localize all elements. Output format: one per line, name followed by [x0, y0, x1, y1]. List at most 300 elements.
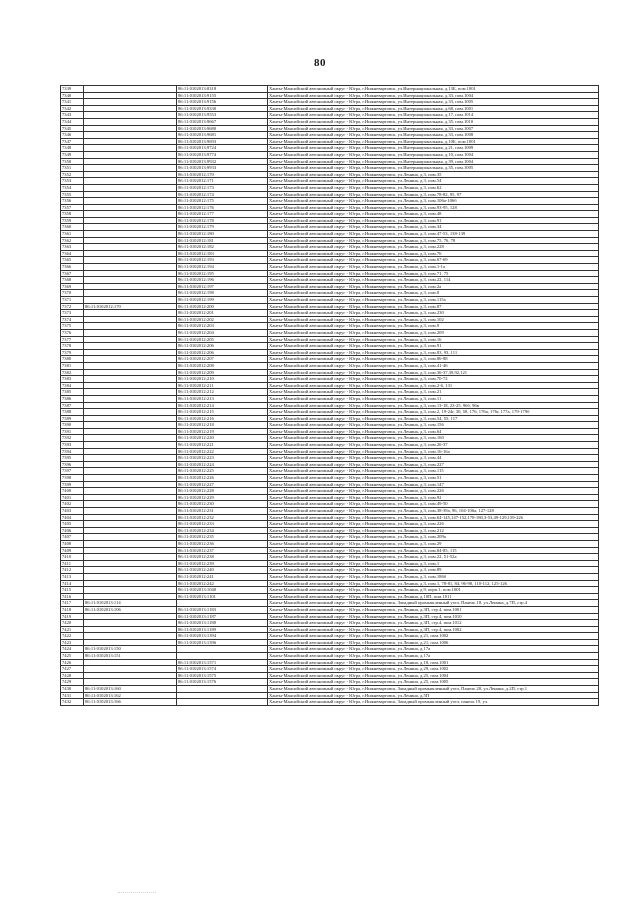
row-number-cell: 7431: [61, 692, 84, 699]
row-number-cell: 7428: [61, 672, 84, 679]
address-cell: Ханты-Мансийский автономный округ - Югра, г.Нижневартовск, ул.Ленина, д.3, пом.115: [268, 468, 599, 475]
row-number-cell: 7350: [61, 158, 84, 165]
address-cell: Ханты-Мансийский автономный округ - Югра, г.Нижневартовск, ул.Ленина, д.3, пом.16: [268, 336, 599, 343]
row-number-cell: 7415: [61, 587, 84, 594]
cadastral-number-cell: 86:11:0102012:227: [177, 481, 268, 488]
table-row: [61, 329, 599, 336]
table-row: [61, 277, 599, 284]
address-cell: Ханты-Мансийский автономный округ - Югра, г.Нижневартовск, ул.Интернациональная, д.33, пом.1004: [268, 92, 599, 99]
table-row: [61, 99, 599, 106]
old-number-cell: [84, 231, 177, 238]
cadastral-number-cell: 86:11:0102012:171: [177, 178, 268, 185]
cadastral-number-cell: 86:11:0102012:170: [177, 171, 268, 178]
row-number-cell: 7403: [61, 508, 84, 515]
row-number-cell: 7347: [61, 138, 84, 145]
address-cell: Ханты-Мансийский автономный округ - Югра, г.Нижневартовск, ул.Ленина, д.3, пом.156: [268, 422, 599, 429]
table-row: [61, 442, 599, 449]
address-cell: Ханты-Мансийский автономный округ - Югра, г.Нижневартовск, ул.Ленина, д.3, пом.54: [268, 178, 599, 185]
address-cell: Ханты-Мансийский автономный округ - Югра, г.Нижневартовск, ул.Ленина, д.3, пом.62: [268, 184, 599, 191]
cadastral-number-cell: 86:11:0102012:208: [177, 362, 268, 369]
cadastral-number-cell: 86:11:0102013:1575: [177, 672, 268, 679]
table-row: [61, 646, 599, 653]
table-row: [61, 270, 599, 277]
cadastral-number-cell: 86:11:0102012:177: [177, 211, 268, 218]
table-row: [61, 178, 599, 185]
row-number-cell: 7346: [61, 132, 84, 139]
row-number-cell: 7344: [61, 118, 84, 125]
cadastral-number-cell: 86:11:0102013:9553: [177, 112, 268, 119]
address-cell: Ханты-Мансийский автономный округ - Югра, г.Нижневартовск, ул.Интернациональная, д.33, пом.1005: [268, 99, 599, 106]
cadastral-number-cell: 86:11:0102012:236: [177, 540, 268, 547]
address-cell: Ханты-Мансийский автономный округ - Югра, г.Нижневартовск, ул.Интернациональная, д.21, пом.1009: [268, 145, 599, 152]
old-number-cell: [84, 547, 177, 554]
address-cell: Ханты-Мансийский автономный округ - Югра, г.Нижневартовск, ул.Ленина, д.29, пом.1002: [268, 666, 599, 673]
old-number-cell: [84, 362, 177, 369]
old-number-cell: [84, 224, 177, 231]
address-cell: Ханты-Мансийский автономный округ - Югра, г.Нижневартовск, ул.Ленина, д.3, пом.21: [268, 389, 599, 396]
table-row: [61, 521, 599, 528]
old-number-cell: [84, 244, 177, 251]
table-row: [61, 560, 599, 567]
row-number-cell: 7419: [61, 613, 84, 620]
cadastral-number-cell: 86:11:0102012:223: [177, 455, 268, 462]
old-number-cell: [84, 369, 177, 376]
row-number-cell: 7395: [61, 455, 84, 462]
cadastral-number-cell: 86:11:0102012:195: [177, 270, 268, 277]
table-row: [61, 257, 599, 264]
table-row: [61, 514, 599, 521]
page-number: 80: [314, 57, 326, 69]
cadastral-number-cell: 86:11:0102012:233: [177, 521, 268, 528]
cadastral-number-cell: 86:11:0102012:173: [177, 184, 268, 191]
old-number-cell: [84, 666, 177, 673]
cadastral-number-cell: 86:11:0102012:194: [177, 264, 268, 271]
address-cell: Ханты-Мансийский автономный округ - Югра, г.Нижневартовск, ул.Ленина, д.3, пом.36-37,39,92,121: [268, 369, 599, 376]
address-cell: Ханты-Мансийский автономный округ - Югра, г.Нижневартовск, ул.Ленина, д.3, пом.1: [268, 560, 599, 567]
address-cell: Ханты-Мансийский автономный округ - Югра, г.Нижневартовск, ул.Ленина, д.3, пом.102: [268, 316, 599, 323]
row-number-cell: 7383: [61, 376, 84, 383]
cadastral-number-cell: 86:11:0102012:239: [177, 560, 268, 567]
row-number-cell: 7397: [61, 468, 84, 475]
table-row: [61, 198, 599, 205]
old-number-cell: [84, 336, 177, 343]
old-number-cell: [84, 488, 177, 495]
address-cell: Ханты-Мансийский автономный округ - Югра, г.Нижневартовск, ул.Ленина, д.3, пом.93-95, 128: [268, 204, 599, 211]
cadastral-number-cell: 86:11:0102012:214: [177, 402, 268, 409]
address-cell: Ханты-Мансийский автономный округ - Югра, г.Нижневартовск, ул.Ленина, д.3, пом.75, 76, 78: [268, 237, 599, 244]
old-number-cell: [84, 501, 177, 508]
address-cell: Ханты-Мансийский автономный округ - Югра, г.Нижневартовск, ул.Ленина, д.17а: [268, 653, 599, 660]
cadastral-number-cell: 86:11:0102013:9156: [177, 99, 268, 106]
table-row: [61, 316, 599, 323]
old-number-cell: [84, 409, 177, 416]
table-row: [61, 672, 599, 679]
row-number-cell: 7385: [61, 389, 84, 396]
table-row: [61, 112, 599, 119]
old-number-cell: [84, 514, 177, 521]
old-number-cell: [84, 86, 177, 93]
cadastral-number-cell: 86:11:0102012:209: [177, 369, 268, 376]
table-row: [61, 686, 599, 693]
old-number-cell: [84, 191, 177, 198]
row-number-cell: 7432: [61, 699, 84, 706]
address-cell: Ханты-Мансийский автономный округ - Югра, г.Нижневартовск, ул.Ленина, д.3, пом.227: [268, 461, 599, 468]
table-row: [61, 92, 599, 99]
old-number-cell: [84, 415, 177, 422]
address-cell: Ханты-Мансийский автономный округ - Югра, г.Нижневартовск, ул.Ленина, д.3, пом.86-88: [268, 356, 599, 363]
cadastral-number-cell: 86:11:0102012:231: [177, 508, 268, 515]
old-number-cell: [84, 580, 177, 587]
cadastral-number-cell: 86:11:0102012:224: [177, 461, 268, 468]
table-row: [61, 580, 599, 587]
old-number-cell: [84, 264, 177, 271]
cadastral-number-cell: 86:11:0102013:9330: [177, 105, 268, 112]
old-number-cell: [84, 112, 177, 119]
row-number-cell: 7414: [61, 580, 84, 587]
old-number-cell: [84, 217, 177, 224]
cadastral-number-cell: 86:11:0102013:1396: [177, 639, 268, 646]
old-number-cell: [84, 343, 177, 350]
row-number-cell: 7374: [61, 316, 84, 323]
row-number-cell: 7412: [61, 567, 84, 574]
row-number-cell: 7360: [61, 224, 84, 231]
table-row: [61, 402, 599, 409]
row-number-cell: 7430: [61, 686, 84, 693]
table-row: [61, 389, 599, 396]
address-cell: Ханты-Мансийский автономный округ - Югра, г.Нижневартовск, ул.Ленина, д.3, пом.51: [268, 475, 599, 482]
cadastral-number-cell: 86:11:0102012:212: [177, 389, 268, 396]
address-cell: Ханты-Мансийский автономный округ - Югра, г.Нижневартовск, ул.Ленина, д.3, пом.47-53, 138-139: [268, 231, 599, 238]
cadastral-number-cell: 86:11:0102012:213: [177, 395, 268, 402]
table-row: [61, 151, 599, 158]
row-number-cell: 7356: [61, 198, 84, 205]
address-cell: Ханты-Мансийский автономный округ - Югра, г.Нижневартовск, ул.Ленина, д.3, пом.48: [268, 211, 599, 218]
table-row: [61, 369, 599, 376]
table-row: [61, 105, 599, 112]
cadastral-number-cell: 86:11:0102012:180: [177, 231, 268, 238]
cadastral-number-cell: 86:11:0102013:1101: [177, 593, 268, 600]
cadastral-number-cell: 86:11:0102013:9932: [177, 158, 268, 165]
table-row: [61, 639, 599, 646]
cadastral-number-cell: 86:11:0102012:238: [177, 554, 268, 561]
address-cell: Ханты-Мансийский автономный округ - Югра, г.Нижневартовск, ул.Ленина, д.3, пом.209: [268, 329, 599, 336]
table-row: [61, 659, 599, 666]
row-number-cell: 7372: [61, 303, 84, 310]
row-number-cell: 7367: [61, 270, 84, 277]
row-number-cell: 7390: [61, 422, 84, 429]
table-row: [61, 508, 599, 515]
address-cell: Ханты-Мансийский автономный округ - Югра, г.Нижневартовск, ул.Ленина, д.3, пом.22, 51-52а: [268, 554, 599, 561]
old-number-cell: [84, 257, 177, 264]
address-cell: Ханты-Мансийский автономный округ - Югра, г.Нижневартовск, ул.Ленина, д.3, пом.212: [268, 527, 599, 534]
cadastral-number-cell: 86:11:0102013:1574: [177, 666, 268, 673]
old-number-cell: [84, 521, 177, 528]
row-number-cell: 7402: [61, 501, 84, 508]
address-cell: Ханты-Мансийский автономный округ - Югра, г.Нижневартовск, ул.Интернациональная, д.35, пом.1010: [268, 118, 599, 125]
row-number-cell: 7427: [61, 666, 84, 673]
address-cell: Ханты-Мансийский автономный округ - Югра, г.Нижневартовск, ул.Ленина, д.3П, стр.4, пом.1010: [268, 613, 599, 620]
cadastral-number-cell: 86:11:0102012:197: [177, 283, 268, 290]
table-row: [61, 165, 599, 172]
row-number-cell: 7375: [61, 323, 84, 330]
address-cell: Ханты-Мансийский автономный округ - Югра, г.Нижневартовск, ул.Ленина, д.3, пом.22, 114: [268, 277, 599, 284]
table-row: [61, 461, 599, 468]
table-row: [61, 310, 599, 317]
address-cell: Ханты-Мансийский автономный округ - Югра, г.Нижневартовск, ул.Ленина, д.3, пом.8: [268, 290, 599, 297]
old-number-cell: [84, 422, 177, 429]
address-cell: Ханты-Мансийский автономный округ - Югра, г.Нижневартовск, ул.Ленина, д.3, пом.230: [268, 310, 599, 317]
cadastral-number-cell: 86:11:0102012:211: [177, 382, 268, 389]
old-number-cell: [84, 297, 177, 304]
row-number-cell: 7371: [61, 297, 84, 304]
cadastral-number-cell: 86:11:0102012:229: [177, 494, 268, 501]
row-number-cell: 7409: [61, 547, 84, 554]
row-number-cell: 7422: [61, 633, 84, 640]
old-number-cell: [84, 389, 177, 396]
cadastral-number-cell: 86:11:0102013:9933: [177, 165, 268, 172]
row-number-cell: 7343: [61, 112, 84, 119]
cadastral-number-cell: 86:11:0102012:228: [177, 488, 268, 495]
old-number-cell: [84, 448, 177, 455]
address-cell: Ханты-Мансийский автономный округ - Югра, г.Нижневартовск, ул.Ленина, д.3, пом.71, 75: [268, 270, 599, 277]
row-number-cell: 7429: [61, 679, 84, 686]
cadastral-number-cell: 86:11:0102013:1189: [177, 626, 268, 633]
row-number-cell: 7420: [61, 620, 84, 627]
cadastral-number-cell: 86:11:0102013:9693: [177, 138, 268, 145]
table-row: [61, 455, 599, 462]
address-cell: Ханты-Мансийский автономный округ - Югра, г.Нижневартовск, ул.Ленина, д.3, пом.209а: [268, 534, 599, 541]
table-row: [61, 534, 599, 541]
row-number-cell: 7392: [61, 435, 84, 442]
row-number-cell: 7389: [61, 415, 84, 422]
old-number-cell: [84, 554, 177, 561]
table-row: [61, 481, 599, 488]
old-number-cell: [84, 508, 177, 515]
records-body: [61, 86, 599, 706]
table-row: [61, 540, 599, 547]
row-number-cell: 7393: [61, 442, 84, 449]
row-number-cell: 7369: [61, 283, 84, 290]
address-cell: Ханты-Мансийский автономный округ - Югра, г.Нижневартовск, ул.Ленина, д.3, пом.35: [268, 171, 599, 178]
old-number-cell: [84, 527, 177, 534]
address-cell: Ханты-Мансийский автономный округ - Югра, г.Нижневартовск, ул.Ленина, д.3, пом.91: [268, 217, 599, 224]
cadastral-number-cell: 86:11:0102012:202: [177, 316, 268, 323]
old-number-cell: [84, 211, 177, 218]
old-number-cell: 86:11:0102013:162: [84, 692, 177, 699]
old-number-cell: [84, 349, 177, 356]
old-number-cell: [84, 184, 177, 191]
old-number-cell: 86:11:0102013:166: [84, 699, 177, 706]
row-number-cell: 7426: [61, 659, 84, 666]
cadastral-number-cell: 86:11:0102012:219: [177, 428, 268, 435]
cadastral-number-cell: 86:11:0102012:203: [177, 323, 268, 330]
old-number-cell: [84, 382, 177, 389]
address-cell: Ханты-Мансийский автономный округ - Югра, г.Нижневартовск, ул.Ленина, д.3, пом.41-46: [268, 362, 599, 369]
row-number-cell: 7404: [61, 514, 84, 521]
address-cell: Ханты-Мансийский автономный округ - Югра, г.Нижневартовск, ул.Ленина, д.3, пом.87: [268, 303, 599, 310]
old-number-cell: [84, 672, 177, 679]
address-cell: Ханты-Мансийский автономный округ - Югра, г.Нижневартовск, ул.Ленина, д.21, пом.1006: [268, 639, 599, 646]
address-cell: Ханты-Мансийский автономный округ - Югра, г.Нижневартовск, Западный промышленный узел, Панель 20, ул.Ленина, д.2П, стр.1: [268, 686, 599, 693]
address-cell: Ханты-Мансийский автономный округ - Югра, г.Нижневартовск, Западный промышленный узел, панель 19, ул.: [268, 699, 599, 706]
address-cell: Ханты-Мансийский автономный округ - Югра, г.Нижневартовск, ул.Ленина, д.3, пом.1-1а: [268, 264, 599, 271]
address-cell: Ханты-Мансийский автономный округ - Югра, г.Нижневартовск, ул.Ленина, д.17а: [268, 646, 599, 653]
row-number-cell: 7377: [61, 336, 84, 343]
row-number-cell: 7417: [61, 600, 84, 607]
old-number-cell: [84, 290, 177, 297]
address-cell: Ханты-Мансийский автономный округ - Югра, г.Нижневартовск, ул.Ленина, д.3, пом.147: [268, 481, 599, 488]
old-number-cell: [84, 626, 177, 633]
address-cell: Ханты-Мансийский автономный округ - Югра, г.Нижневартовск, ул.Ленина, д.3П, стр.4, пом.1012: [268, 620, 599, 627]
cadastral-number-cell: 86:11:0102013:1188: [177, 620, 268, 627]
old-number-cell: 86:11:0102012:170: [84, 303, 177, 310]
row-number-cell: 7384: [61, 382, 84, 389]
address-cell: Ханты-Мансийский автономный округ - Югра, г.Нижневартовск, ул.Ленина, д.3, пом.38-39а, 96, 104-106а, 127-128: [268, 508, 599, 515]
row-number-cell: 7359: [61, 217, 84, 224]
table-row: [61, 554, 599, 561]
table-row: [61, 303, 599, 310]
row-number-cell: 7416: [61, 593, 84, 600]
address-cell: Ханты-Мансийский автономный округ - Югра, г.Нижневартовск, ул.Интернациональная, д.10Б, пом.1001: [268, 138, 599, 145]
table-row: [61, 633, 599, 640]
cadastral-number-cell: 86:11:0102012:206: [177, 343, 268, 350]
old-number-cell: 86:11:0102013:106: [84, 606, 177, 613]
table-row: [61, 356, 599, 363]
row-number-cell: 7423: [61, 639, 84, 646]
table-row: [61, 679, 599, 686]
table-row: [61, 409, 599, 416]
table-row: [61, 606, 599, 613]
address-cell: Ханты-Мансийский автономный округ - Югра, г.Нижневартовск, ул.Ленина, д.3, пом.1, 78-81, 84, 96-98, 110-112, 125-126: [268, 580, 599, 587]
address-cell: Ханты-Мансийский автономный округ - Югра, г.Нижневартовск, ул.Интернациональная, д.13Б, пом.1001: [268, 86, 599, 93]
address-cell: Ханты-Мансийский автономный округ - Югра, г.Нижневартовск, ул.Ленина, д.3, пом.186б: [268, 573, 599, 580]
old-number-cell: [84, 323, 177, 330]
old-number-cell: [84, 165, 177, 172]
table-row: [61, 191, 599, 198]
row-number-cell: 7408: [61, 540, 84, 547]
old-number-cell: [84, 461, 177, 468]
address-cell: Ханты-Мансийский автономный округ - Югра, г.Нижневартовск, ул.Ленина, д.3, пом.44: [268, 455, 599, 462]
old-number-cell: [84, 481, 177, 488]
row-number-cell: 7354: [61, 184, 84, 191]
cadastral-number-cell: 86:11:0102012:215: [177, 409, 268, 416]
table-row: [61, 435, 599, 442]
row-number-cell: 7424: [61, 646, 84, 653]
row-number-cell: 7418: [61, 606, 84, 613]
cadastral-number-cell: 86:11:0102012:205: [177, 336, 268, 343]
row-number-cell: 7352: [61, 171, 84, 178]
table-row: [61, 290, 599, 297]
old-number-cell: [84, 402, 177, 409]
address-cell: Ханты-Мансийский автономный округ - Югра, г.Нижневартовск, ул.Ленина, д.3, пом.34: [268, 224, 599, 231]
row-number-cell: 7394: [61, 448, 84, 455]
table-row: [61, 264, 599, 271]
address-cell: Ханты-Мансийский автономный округ - Югра, г.Нижневартовск, ул.Интернациональная, д.68, пом.1001: [268, 105, 599, 112]
cadastral-number-cell: [177, 646, 268, 653]
table-row: [61, 376, 599, 383]
cadastral-number-cell: 86:11:0102013:9681: [177, 132, 268, 139]
row-number-cell: 7363: [61, 244, 84, 251]
table-row: [61, 395, 599, 402]
old-number-cell: [84, 237, 177, 244]
address-cell: Ханты-Мансийский автономный округ - Югра, г.Нижневартовск, ул.Ленина, д.3П, стр.4, пом.1001: [268, 606, 599, 613]
table-row: [61, 250, 599, 257]
cadastral-number-cell: 86:11:0102012:225: [177, 468, 268, 475]
cadastral-number-cell: 86:11:0102013:9155: [177, 92, 268, 99]
row-number-cell: 7376: [61, 329, 84, 336]
table-row: [61, 132, 599, 139]
address-cell: Ханты-Мансийский автономный округ - Югра, г.Нижневартовск, ул.Ленина, д.3, пом.64-145,147-152,178-180,3-53,49-129,159-226: [268, 514, 599, 521]
address-cell: Ханты-Мансийский автономный округ - Югра, г.Нижневартовск, ул.Ленина, д.3, пом.70-72: [268, 376, 599, 383]
cadastral-number-cell: 86:11:0102012:242: [177, 580, 268, 587]
cadastral-number-cell: 86:11:0102012:179: [177, 224, 268, 231]
table-row: [61, 204, 599, 211]
address-cell: Ханты-Мансийский автономный округ - Югра, г.Нижневартовск, ул.Ленина, д.3, пом.83, 93, 111: [268, 349, 599, 356]
old-number-cell: 86:11:0102013:150: [84, 646, 177, 653]
table-row: [61, 231, 599, 238]
address-cell: Ханты-Мансийский автономный округ - Югра, г.Нижневартовск, ул.Ленина, д.3, пом.67-69: [268, 257, 599, 264]
table-row: [61, 184, 599, 191]
old-number-cell: [84, 475, 177, 482]
cadastral-number-cell: 86:11:0102012:218: [177, 422, 268, 429]
old-number-cell: [84, 145, 177, 152]
old-number-cell: [84, 639, 177, 646]
old-number-cell: 86:11:0102013:151: [84, 653, 177, 660]
table-row: [61, 666, 599, 673]
table-row: [61, 448, 599, 455]
address-cell: Ханты-Мансийский автономный округ - Югра, г.Нижневартовск, ул.Ленина, д.3, пом.84-85, 115: [268, 547, 599, 554]
address-cell: Ханты-Мансийский автономный округ - Югра, г.Нижневартовск, ул.Ленина, д.3, пом.11: [268, 395, 599, 402]
row-number-cell: 7349: [61, 151, 84, 158]
address-cell: Ханты-Мансийский автономный округ - Югра, г.Нижневартовск, ул.Ленина, д.25, пом.1004: [268, 672, 599, 679]
old-number-cell: [84, 376, 177, 383]
table-row: [61, 567, 599, 574]
old-number-cell: [84, 573, 177, 580]
address-cell: Ханты-Мансийский автономный округ - Югра, г.Нижневартовск, ул.Ленина, д.18, пом.1001: [268, 659, 599, 666]
table-row: [61, 620, 599, 627]
table-row: [61, 600, 599, 607]
old-number-cell: 86:11:0102013:160: [84, 686, 177, 693]
cadastral-number-cell: 86:11:0102013:9667: [177, 118, 268, 125]
table-row: [61, 501, 599, 508]
old-number-cell: [84, 587, 177, 594]
cadastral-number-cell: 86:11:0102013:8318: [177, 86, 268, 93]
row-number-cell: 7399: [61, 481, 84, 488]
row-number-cell: 7407: [61, 534, 84, 541]
cadastral-number-cell: 86:11:0102012:234: [177, 527, 268, 534]
old-number-cell: [84, 442, 177, 449]
row-number-cell: 7365: [61, 257, 84, 264]
row-number-cell: 7340: [61, 92, 84, 99]
old-number-cell: [84, 659, 177, 666]
row-number-cell: 7351: [61, 165, 84, 172]
cadastral-number-cell: 86:11:0102013:1040: [177, 587, 268, 594]
table-row: [61, 547, 599, 554]
row-number-cell: 7370: [61, 290, 84, 297]
cadastral-number-cell: 86:11:0102013:1394: [177, 633, 268, 640]
old-number-cell: [84, 310, 177, 317]
cadastral-number-cell: 86:11:0102012:237: [177, 547, 268, 554]
old-number-cell: [84, 468, 177, 475]
old-number-cell: [84, 534, 177, 541]
row-number-cell: 7411: [61, 560, 84, 567]
cadastral-number-cell: 86:11:0102012:200: [177, 303, 268, 310]
cadastral-number-cell: 86:11:0102012:222: [177, 448, 268, 455]
old-number-cell: [84, 633, 177, 640]
scan-artifact: [118, 892, 156, 898]
old-number-cell: [84, 560, 177, 567]
address-cell: Ханты-Мансийский автономный округ - Югра, г.Нижневартовск, ул.Интернациональная, д.17, пом.1014: [268, 112, 599, 119]
